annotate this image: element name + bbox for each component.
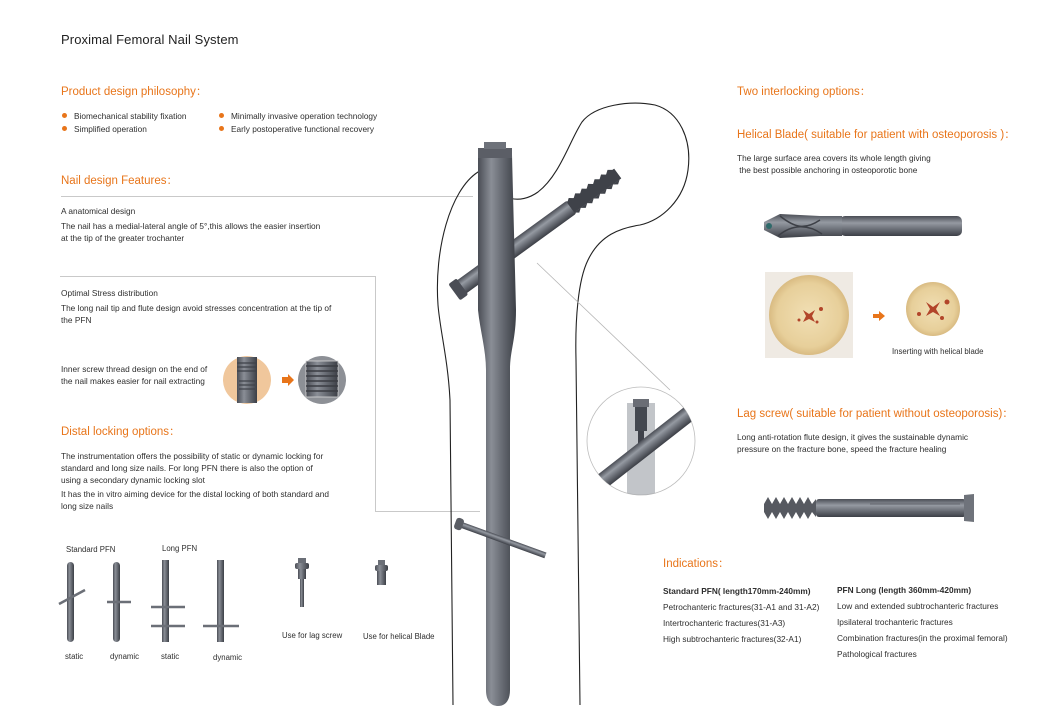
standard-pfn-label: Standard PFN <box>66 545 116 554</box>
caption-standard-dynamic: dynamic <box>110 652 140 661</box>
design-bullets-left <box>62 109 187 135</box>
distal-locking-text: The instrumentation offers the possibility of static or dynamic locking for standard and long size nails. For long PFN there is also the option of using a secondary dynamic locking slot It has the in vitro aiming device for the distal locking of both standard and long size nails <box>61 451 329 511</box>
lag-screw-image <box>760 490 980 530</box>
caption-helical-blade-cap: Use for helical Blade <box>363 632 435 641</box>
helical-blade-image <box>760 208 965 244</box>
connector-line <box>537 263 670 390</box>
arrow-right-icon <box>873 311 885 321</box>
bullet-item: Simplified operation <box>62 122 187 135</box>
lag-screw-text: Long anti-rotation flute design, it gives the sustainable dynamic pressure on the fracture bone, speed the fracture healing <box>737 432 969 454</box>
long-pfn-label: Long PFN <box>162 544 198 553</box>
page-title: Proximal Femoral Nail System <box>61 32 239 47</box>
arrow-right-icon <box>282 374 294 386</box>
lag-screw-oblique <box>448 165 623 300</box>
distal-locking-illustration <box>55 560 255 645</box>
indications-heading: Indications： <box>663 558 730 570</box>
caption-long-dynamic: dynamic <box>213 653 243 662</box>
connector-line <box>60 276 375 277</box>
caption-lag-screw-cap: Use for lag screw <box>282 631 343 640</box>
bullet-item: Early postoperative functional recovery <box>219 122 377 135</box>
bullet-item: Minimally invasive operation technology <box>219 109 377 122</box>
indications-long: PFN Long (length 360mm-420mm) Low and extended subtrochanteric fractures Ipsilateral trochanteric fractures Combination fractures(in the proximal femoral) Pathological fractures <box>837 585 1008 659</box>
helical-blade-heading: Helical Blade( suitable for patient with osteoporosis )： <box>737 129 1016 141</box>
caption-long-static: static <box>161 652 180 661</box>
nail-features-heading: Nail design Features： <box>61 175 178 187</box>
indications-standard: Standard PFN( length170mm-240mm) Petrochanteric fractures(31-A1 and 31-A2) Intertrochanteric fractures(31-A3) High subtrochanteric fractures(32-A1) <box>663 586 820 644</box>
bullet-item: Biomechanical stability fixation <box>62 109 187 122</box>
inner-thread-illustration <box>222 355 347 407</box>
anatomical-design-block: A anatomical design The nail has a medial-lateral angle of 5°,this allows the easier insertion at the tip of the greater trochanter <box>61 206 321 243</box>
distal-locking-heading: Distal locking options： <box>61 426 181 438</box>
interlocking-heading: Two interlocking options： <box>737 86 872 98</box>
stress-distribution-block: Optimal Stress distribution The long nail tip and flute design avoid stresses concentration at the tip of the PFN <box>61 288 332 325</box>
proximal-femoral-nail <box>478 155 516 706</box>
lag-screw-heading: Lag screw( suitable for patient without osteoporosis)： <box>737 408 1014 420</box>
inner-thread-block: Inner screw thread design on the end of the nail makes easier for nail extracting <box>61 364 208 386</box>
helical-blade-caption: Inserting with helical blade <box>892 347 984 356</box>
bullet-dot-icon <box>219 113 224 118</box>
design-bullets-right <box>219 109 377 135</box>
connector-line <box>61 196 473 197</box>
caption-standard-static: static <box>65 652 84 661</box>
product-design-heading: Product design philosophy： <box>61 86 208 98</box>
end-cap-illustration <box>295 558 395 613</box>
helical-blade-text: The large surface area covers its whole length giving the best possible anchoring in osteoporotic bone <box>737 153 931 175</box>
connector-line <box>375 276 376 511</box>
bullet-dot-icon <box>219 126 224 131</box>
magnified-detail <box>585 385 700 500</box>
bullet-dot-icon <box>62 113 67 118</box>
bullet-dot-icon <box>62 126 67 131</box>
